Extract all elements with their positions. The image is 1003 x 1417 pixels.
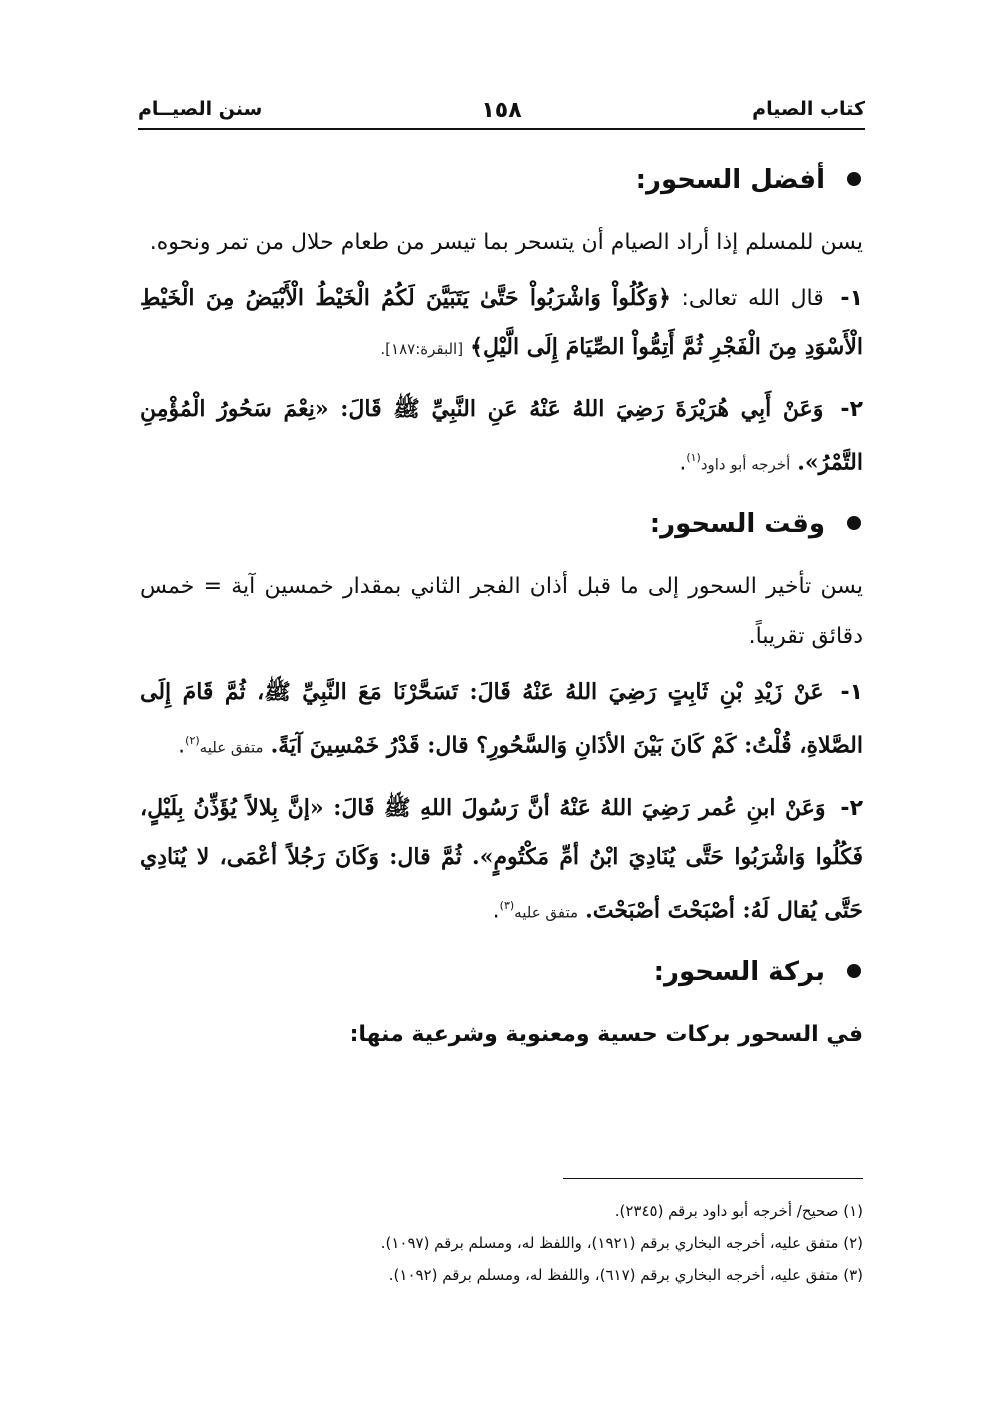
page-header [138,98,865,130]
verse-reference: [البقرة:١٨٧]. [380,340,464,358]
header-series-title: سنن الصيــام [138,98,263,120]
bullet-icon [847,516,861,530]
sentence-end: . [178,733,186,759]
item-number: ١- [840,286,863,311]
footnote-text: أخرجه البخاري برقم (١٩٢١)، واللفظ له، ومسلم برقم (١٠٩٧). [380,1234,765,1252]
list-item [140,784,863,936]
hadith-source: أخرجه أبو داود [700,455,791,474]
item-number: ٢- [840,795,863,821]
list-item [140,385,863,488]
hadith-text: وَعَنْ أَبِي هُرَيْرَةَ رَضِيَ اللهُ عَنْهُ عَنِ النَّبِيِّ ﷺ قَالَ: «نِعْمَ سَحُورُ الْمُؤْمِنِ التَّمْرُ». [140,396,863,476]
footnotes [140,1178,863,1291]
page-number: ١٥٨ [481,98,522,123]
section-title: بركة السحور: [653,956,825,987]
footnote-label: (٣) متفق عليه، [769,1266,863,1284]
quran-verse: ﴿وَكُلُواْ وَاشْرَبُواْ حَتَّىٰ يَتَبَيَّنَ لَكُمُ الْخَيْطُ الْأَبْيَضُ مِنَ الْخَيْطِ الْأَسْوَدِ مِنَ الْفَجْرِ ثُمَّ أَتِمُّواْ الصِّيَامَ إِلَى الَّيْلِ﴾ [140,285,863,360]
item-number: ١- [840,680,864,706]
paragraph: في السحور بركات حسية ومعنوية وشرعية منها: [349,1021,863,1047]
section-heading-best-suhoor [140,160,863,200]
sentence-end: . [679,450,687,476]
hadith-text: عَنْ زَيْدِ بْنِ ثَابِتٍ رَضِيَ اللهُ عَنْهُ قَالَ: تَسَحَّرْنَا مَعَ النَّبِيِّ ﷺ، ثُمَّ قَامَ إِلَى الصَّلاةِ، قُلْتُ: كَمْ كَانَ بَيْنَ الأذَانِ وَالسَّحُورِ؟ قال: قَدْرُ خَمْسِينَ آيَةً. [140,679,863,759]
footnote-label: (١) صحيح/ [796,1202,863,1220]
bullet-icon [847,172,861,186]
item-intro: قال الله تعالى: [681,286,824,311]
paragraph: يسن للمسلم إذا أراد الصيام أن يتسحر بما تيسر من طعام حلال من تمر ونحوه. [149,230,863,255]
footnote-divider [563,1178,863,1179]
sentence-end: . [492,897,500,923]
footnote-marker: (١) [686,451,701,464]
footnote [140,1227,863,1259]
main-content [140,160,863,1066]
footnote [140,1195,863,1227]
bullet-icon [847,964,861,978]
footnote-marker: (٣) [499,898,515,912]
list-item [140,668,863,771]
section-title: أفضل السحور: [635,165,825,195]
list-item [140,274,863,373]
hadith-source: متفق عليه [199,738,264,757]
footnote-text: أخرجه البخاري برقم (٦١٧)، واللفظ له، ومسلم برقم (١٠٩٢). [388,1266,765,1284]
section-heading-suhoor-time [140,504,863,544]
footnote [140,1259,863,1291]
paragraph: يسن تأخير السحور إلى ما قبل أذان الفجر الثاني بمقدار خمسين آية = خمس دقائق تقريباً. [140,574,863,650]
header-book-title: كتاب الصيام [752,98,865,120]
footnote-marker: (٢) [185,734,200,748]
hadith-text: وَعَنْ ابنِ عُمر رَضِيَ اللهُ عَنْهُ أنَّ رَسُولَ اللهِ ﷺ قَالَ: «إنَّ بِلالاً يُؤَذِّنُ بِلَيْلٍ، فَكُلُوا وَاشْرَبُوا حَتَّى يُنَادِيَ ابْنُ أمِّ مَكْتُومٍ». ثُمَّ قال: وَكَانَ رَجُلاً أعْمَى، لا يُنَادِي حَتَّى يُقال لَهُ: أصْبَحْتَ أصْبَحْتَ. [140,794,863,923]
section-heading-suhoor-blessing [140,952,863,992]
hadith-source: متفق عليه [514,902,579,921]
item-number: ٢- [840,397,863,422]
footnote-text: أخرجه أبو داود برقم (٢٣٤٥). [614,1202,792,1220]
section-title: وقت السحور: [649,509,825,540]
footnote-label: (٢) متفق عليه، [769,1234,863,1252]
